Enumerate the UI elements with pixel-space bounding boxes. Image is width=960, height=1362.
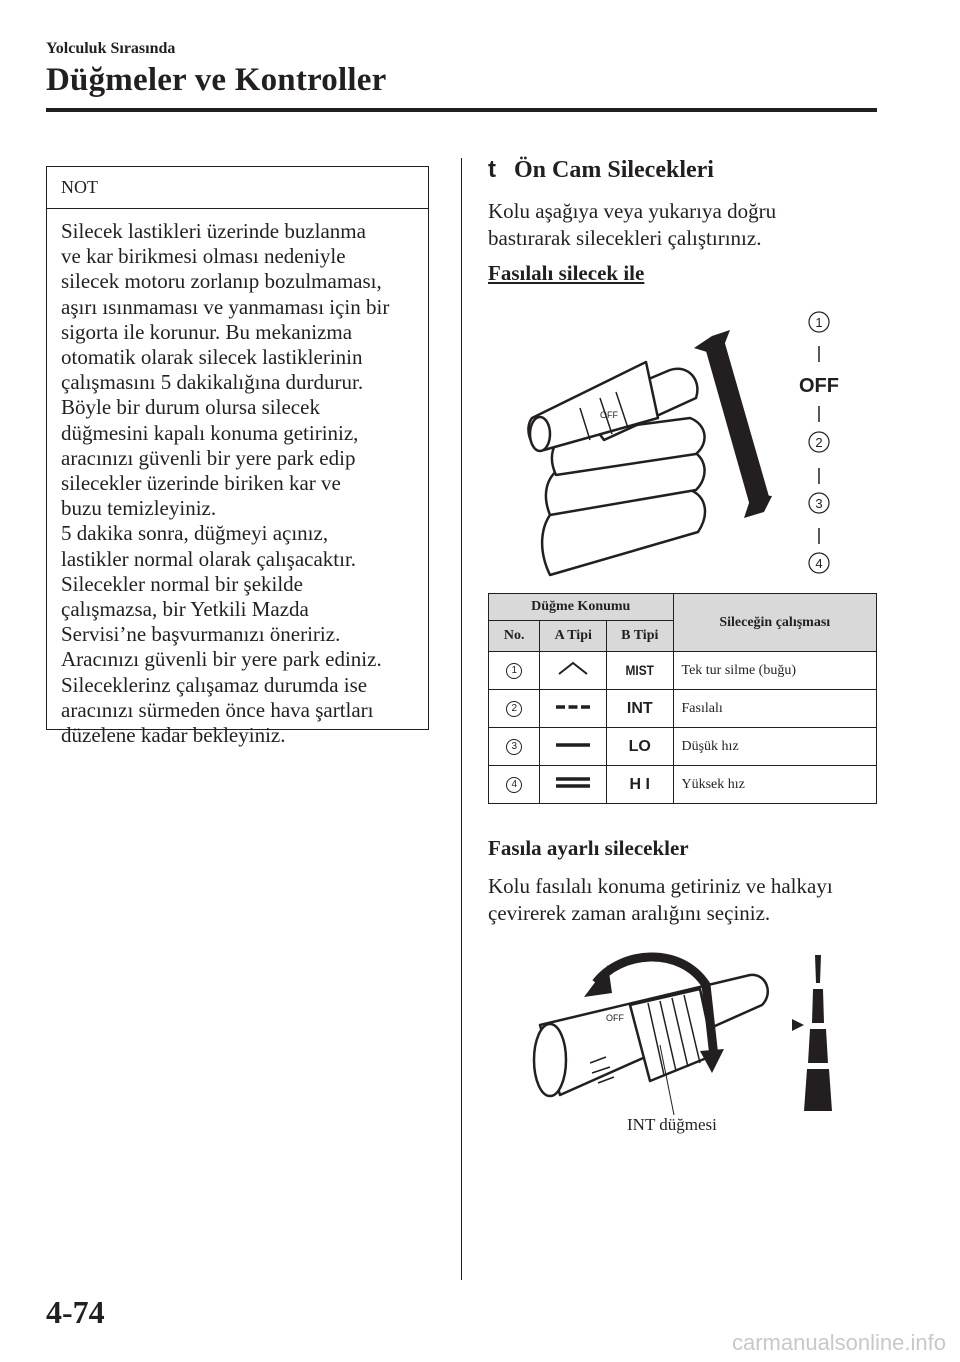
b-type-label: INT bbox=[626, 699, 653, 717]
table-row bbox=[489, 652, 877, 690]
wiper-position-table bbox=[488, 593, 877, 804]
pos-label-3: 3 bbox=[815, 496, 823, 511]
pos-label-2: 2 bbox=[815, 435, 823, 450]
lever2-off-text: OFF bbox=[606, 1013, 624, 1023]
table-row bbox=[489, 728, 877, 766]
table-col-no: No. bbox=[489, 621, 540, 652]
mist-icon bbox=[553, 660, 593, 676]
table-group-header: Düğme Konumu bbox=[489, 594, 674, 621]
table-row bbox=[489, 766, 877, 804]
up-down-arrow bbox=[694, 330, 772, 518]
row-number: 4 bbox=[506, 777, 522, 793]
section-title: Ön Cam Silecekleri bbox=[514, 157, 714, 183]
row-desc: Tek tur silme (buğu) bbox=[673, 652, 877, 690]
row-desc: Düşük hız bbox=[673, 728, 877, 766]
interval-scale-icon bbox=[792, 955, 832, 1111]
table-col-a: A Tipi bbox=[540, 621, 607, 652]
pos-label-1: 1 bbox=[815, 315, 823, 330]
page-title: Düğmeler ve Kontroller bbox=[46, 62, 387, 98]
adjustable-paragraph: Kolu fasılalı konuma getiriniz ve halkayı çevirerek zaman aralığını seçiniz. bbox=[488, 874, 833, 925]
lever-off-text: OFF bbox=[600, 410, 618, 420]
section-label: Yolculuk Sırasında bbox=[46, 40, 176, 57]
subheading-intermittent: Fasılalı silecek ile bbox=[488, 261, 645, 285]
b-type-label: LO bbox=[628, 737, 651, 755]
lever-tip bbox=[530, 417, 550, 451]
row-number: 2 bbox=[506, 701, 522, 717]
b-type-label: MIST bbox=[625, 661, 654, 678]
note-heading: NOT bbox=[47, 167, 428, 209]
table-op-header: Sileceğin çalışması bbox=[673, 594, 877, 652]
subheading-adjustable: Fasıla ayarlı silecekler bbox=[488, 836, 689, 860]
b-type-label: H I bbox=[629, 775, 650, 793]
note-body: Silecek lastikleri üzerinde buzlanma ve kar birikmesi olması nedeniyle silecek motoru zorlanıp bozulmaması, aşırı ısınmaması ve yanmaması için bir sigorta ile korunur. Bu mekanizma otomatik olarak silecek lastiklerinin çalışmasını 5 dakikalığına durdurur. Böyle bir durum olursa silecek düğmesini kapalı konuma getiriniz, aracınızı güvenli bir yere park edip silecekler üzerinde biriken kar ve buzu temizleyiniz. 5 dakika sonra, düğmeyi açınız, lastikler normal olarak çalışacaktır. Silecekler normal bir şekilde çalışmazsa, bir Yetkili Mazda Servisi’ne başvurmanızı öneririz. Aracınızı güvenli bir yere park ediniz. Sileceklerinz çalışamaz durumda ise aracınızı sürmeden önce hava şartları düzelene kadar bekleyiniz. bbox=[61, 219, 390, 748]
pos-label-off: OFF bbox=[799, 375, 839, 397]
int-ring bbox=[630, 989, 714, 1081]
row-number: 1 bbox=[506, 663, 522, 679]
section-bullet: t bbox=[488, 156, 496, 183]
row-desc: Yüksek hız bbox=[673, 766, 877, 804]
intermittent-icon bbox=[553, 702, 593, 712]
page-number: 4-74 bbox=[46, 1294, 105, 1330]
column-divider bbox=[461, 158, 462, 1280]
high-speed-icon bbox=[553, 775, 593, 789]
row-number: 3 bbox=[506, 739, 522, 755]
int-caption: INT düğmesi bbox=[627, 1115, 717, 1134]
row-desc: Fasılalı bbox=[673, 690, 877, 728]
table-row bbox=[489, 690, 877, 728]
pos-label-4: 4 bbox=[815, 556, 823, 571]
header-rule bbox=[46, 108, 877, 112]
intro-paragraph: Kolu aşağıya veya yukarıya doğru bastırarak silecekleri çalıştırınız. bbox=[488, 199, 777, 250]
section-heading bbox=[488, 156, 714, 184]
watermark: carmanualsonline.info bbox=[731, 1330, 946, 1355]
low-speed-icon bbox=[553, 740, 593, 750]
lever-end bbox=[534, 1024, 566, 1096]
table-col-b: B Tipi bbox=[607, 621, 673, 652]
wiper-lever-positions-diagram bbox=[520, 300, 860, 590]
note-box bbox=[46, 166, 429, 748]
